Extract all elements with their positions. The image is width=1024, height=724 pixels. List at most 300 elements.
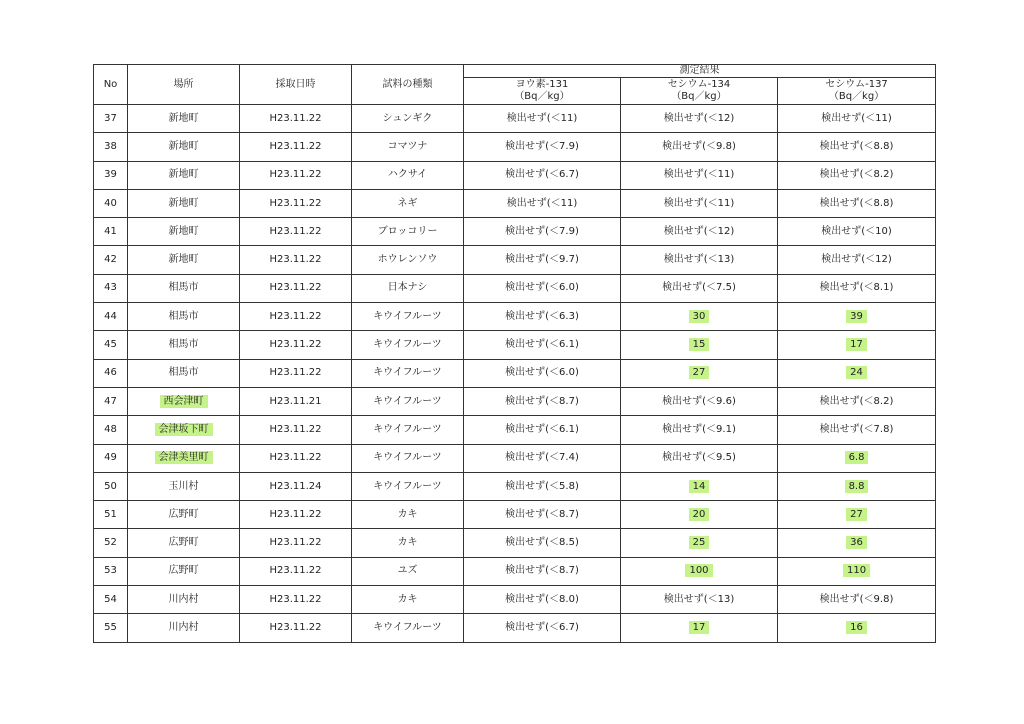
header-cs137-label: セシウム-137 — [825, 79, 888, 90]
row-date: H23.11.22 — [269, 508, 322, 520]
row-i131-cell — [464, 359, 621, 387]
row-date-cell — [240, 331, 352, 359]
row-location-cell — [128, 472, 240, 500]
row-date-cell — [240, 105, 352, 133]
row-cs137: 24 — [846, 366, 867, 379]
row-i131: 検出せず(＜6.0) — [505, 367, 579, 379]
row-cs134-cell — [621, 133, 778, 161]
table-row — [94, 133, 936, 161]
row-cs134-cell — [621, 331, 778, 359]
row-location: 川内村 — [168, 593, 199, 605]
row-i131-cell — [464, 303, 621, 331]
row-cs137-cell — [778, 557, 936, 585]
row-date-cell — [240, 586, 352, 614]
row-location: 相馬市 — [168, 367, 199, 379]
row-date-cell — [240, 557, 352, 585]
row-cs137: 検出せず(＜8.2) — [819, 169, 894, 181]
row-cs134: 検出せず(＜7.5) — [662, 282, 736, 294]
row-cs134-cell — [621, 105, 778, 133]
row-cs137: 27 — [846, 508, 867, 521]
row-cs137-cell — [778, 274, 936, 302]
table-row — [94, 387, 936, 415]
row-cs134-cell — [621, 416, 778, 444]
row-i131: 検出せず(＜6.7) — [505, 169, 579, 181]
row-cs134-cell — [621, 246, 778, 274]
row-no: 44 — [104, 310, 117, 322]
header-cs134 — [621, 78, 778, 105]
row-i131: 検出せず(＜5.8) — [505, 480, 579, 492]
row-location-cell — [128, 105, 240, 133]
row-date-cell — [240, 472, 352, 500]
row-cs134: 検出せず(＜13) — [663, 254, 735, 266]
row-cs134: 20 — [689, 508, 710, 521]
row-date: H23.11.22 — [269, 282, 322, 294]
row-cs134: 検出せず(＜9.6) — [662, 395, 736, 407]
row-sample-cell — [352, 472, 464, 500]
row-no: 38 — [104, 140, 117, 152]
row-no-cell — [94, 586, 128, 614]
row-cs134-cell — [621, 218, 778, 246]
row-no: 50 — [104, 480, 117, 492]
row-cs137: 検出せず(＜11) — [821, 112, 892, 124]
row-sample: キウイフルーツ — [373, 423, 442, 435]
header-i131-unit: （Bq／kg） — [514, 91, 570, 102]
row-date-cell — [240, 387, 352, 415]
row-location-cell — [128, 359, 240, 387]
row-date-cell — [240, 246, 352, 274]
row-i131: 検出せず(＜11) — [506, 112, 578, 124]
row-date: H23.11.22 — [269, 169, 322, 181]
row-cs134: 検出せず(＜9.5) — [662, 452, 736, 464]
row-cs134-cell — [621, 614, 778, 642]
table-row — [94, 331, 936, 359]
row-i131: 検出せず(＜7.4) — [505, 452, 579, 464]
row-sample: シュンギク — [382, 112, 433, 124]
row-sample-cell — [352, 444, 464, 472]
row-date-cell — [240, 359, 352, 387]
row-location-cell — [128, 303, 240, 331]
row-cs137-cell — [778, 586, 936, 614]
row-no-cell — [94, 218, 128, 246]
row-cs137: 110 — [843, 564, 870, 577]
table-row — [94, 444, 936, 472]
row-i131-cell — [464, 246, 621, 274]
row-cs137-cell — [778, 359, 936, 387]
row-no: 46 — [104, 367, 117, 379]
row-no-cell — [94, 246, 128, 274]
row-location-cell — [128, 614, 240, 642]
row-no: 37 — [104, 112, 117, 124]
row-cs134: 検出せず(＜11) — [663, 197, 735, 209]
row-location: 新地町 — [168, 112, 199, 124]
row-cs137-cell — [778, 529, 936, 557]
row-date-cell — [240, 218, 352, 246]
row-sample: キウイフルーツ — [373, 621, 442, 633]
row-sample-cell — [352, 387, 464, 415]
row-no: 39 — [104, 169, 117, 181]
table-row — [94, 161, 936, 189]
table-row — [94, 501, 936, 529]
row-cs134-cell — [621, 557, 778, 585]
row-i131: 検出せず(＜8.0) — [505, 593, 579, 605]
row-sample-cell — [352, 161, 464, 189]
row-i131-cell — [464, 472, 621, 500]
row-i131: 検出せず(＜6.1) — [505, 423, 579, 435]
row-cs137: 17 — [846, 338, 867, 351]
row-location-cell — [128, 218, 240, 246]
row-cs137-cell — [778, 501, 936, 529]
table-row — [94, 529, 936, 557]
row-cs134-cell — [621, 274, 778, 302]
row-date: H23.11.22 — [269, 537, 322, 549]
row-date: H23.11.22 — [269, 593, 322, 605]
row-no-cell — [94, 472, 128, 500]
row-cs137-cell — [778, 303, 936, 331]
row-cs134: 25 — [689, 536, 710, 549]
row-no: 45 — [104, 339, 117, 351]
row-location: 相馬市 — [168, 310, 199, 322]
row-no: 41 — [104, 225, 117, 237]
row-date: H23.11.22 — [269, 140, 322, 152]
row-cs134-cell — [621, 359, 778, 387]
table-row — [94, 105, 936, 133]
row-i131-cell — [464, 189, 621, 217]
row-cs134-cell — [621, 161, 778, 189]
row-date-cell — [240, 189, 352, 217]
table-row — [94, 274, 936, 302]
row-cs134-cell — [621, 586, 778, 614]
row-cs137-cell — [778, 189, 936, 217]
row-sample: ユズ — [397, 565, 418, 577]
row-location-cell — [128, 161, 240, 189]
row-location-cell — [128, 416, 240, 444]
row-date: H23.11.21 — [269, 395, 322, 407]
row-date: H23.11.22 — [269, 452, 322, 464]
row-cs137-cell — [778, 133, 936, 161]
row-no: 42 — [104, 254, 117, 266]
row-cs137: 検出せず(＜8.2) — [819, 395, 894, 407]
row-sample: コマツナ — [387, 140, 428, 152]
row-cs137-cell — [778, 105, 936, 133]
row-cs134-cell — [621, 501, 778, 529]
row-sample: キウイフルーツ — [373, 367, 442, 379]
row-sample-cell — [352, 529, 464, 557]
row-no: 49 — [104, 452, 117, 464]
row-location: 新地町 — [168, 225, 199, 237]
row-cs134-cell — [621, 472, 778, 500]
row-no-cell — [94, 501, 128, 529]
row-location: 会津坂下町 — [155, 423, 213, 436]
row-cs137: 8.8 — [845, 480, 869, 493]
row-date: H23.11.22 — [269, 621, 322, 633]
row-date: H23.11.22 — [269, 339, 322, 351]
row-i131-cell — [464, 274, 621, 302]
row-location: 西会津町 — [160, 395, 208, 408]
row-i131-cell — [464, 387, 621, 415]
row-location: 広野町 — [168, 508, 199, 520]
row-no-cell — [94, 105, 128, 133]
row-sample: キウイフルーツ — [373, 395, 442, 407]
row-cs137: 6.8 — [845, 451, 869, 464]
row-i131-cell — [464, 105, 621, 133]
row-cs134-cell — [621, 444, 778, 472]
row-no-cell — [94, 274, 128, 302]
row-location-cell — [128, 444, 240, 472]
row-i131-cell — [464, 586, 621, 614]
row-cs137-cell — [778, 246, 936, 274]
row-cs137: 検出せず(＜8.8) — [819, 197, 894, 209]
row-cs134: 検出せず(＜13) — [663, 593, 735, 605]
header-sample: 試料の種類 — [352, 65, 464, 105]
row-location: 広野町 — [168, 565, 199, 577]
row-cs137-cell — [778, 387, 936, 415]
row-no-cell — [94, 189, 128, 217]
header-results: 測定結果 — [464, 65, 936, 78]
row-i131-cell — [464, 557, 621, 585]
row-date: H23.11.22 — [269, 197, 322, 209]
row-cs137-cell — [778, 161, 936, 189]
row-no: 51 — [104, 508, 117, 520]
row-i131-cell — [464, 218, 621, 246]
row-date: H23.11.22 — [269, 254, 322, 266]
row-i131: 検出せず(＜8.7) — [505, 508, 579, 520]
row-i131: 検出せず(＜8.7) — [505, 565, 579, 577]
row-sample-cell — [352, 303, 464, 331]
header-location: 場所 — [128, 65, 240, 105]
measurement-table — [93, 64, 936, 643]
row-location-cell — [128, 529, 240, 557]
row-i131: 検出せず(＜6.1) — [505, 339, 579, 351]
row-date: H23.11.22 — [269, 565, 322, 577]
table-row — [94, 416, 936, 444]
row-sample: キウイフルーツ — [373, 339, 442, 351]
row-no: 54 — [104, 593, 117, 605]
row-cs137: 検出せず(＜10) — [821, 225, 892, 237]
row-i131: 検出せず(＜8.7) — [505, 395, 579, 407]
table-row — [94, 189, 936, 217]
row-cs134: 27 — [689, 366, 710, 379]
row-i131: 検出せず(＜7.9) — [505, 140, 579, 152]
row-cs134-cell — [621, 387, 778, 415]
row-location-cell — [128, 586, 240, 614]
row-date-cell — [240, 444, 352, 472]
row-location-cell — [128, 557, 240, 585]
header-cs137 — [778, 78, 936, 105]
row-location-cell — [128, 133, 240, 161]
header-i131-label: ヨウ素-131 — [515, 79, 569, 90]
row-no: 55 — [104, 621, 117, 633]
row-cs134-cell — [621, 303, 778, 331]
row-sample: 日本ナシ — [387, 282, 428, 294]
row-sample: ブロッコリー — [377, 225, 438, 237]
row-location-cell — [128, 387, 240, 415]
table-row — [94, 303, 936, 331]
row-sample-cell — [352, 274, 464, 302]
row-no-cell — [94, 133, 128, 161]
row-no-cell — [94, 303, 128, 331]
header-date: 採取日時 — [240, 65, 352, 105]
row-sample: カキ — [397, 537, 418, 549]
row-location: 新地町 — [168, 169, 199, 181]
row-sample-cell — [352, 501, 464, 529]
row-date: H23.11.22 — [269, 225, 322, 237]
row-sample-cell — [352, 586, 464, 614]
row-sample: キウイフルーツ — [373, 480, 442, 492]
row-sample-cell — [352, 359, 464, 387]
row-date-cell — [240, 161, 352, 189]
row-i131-cell — [464, 133, 621, 161]
row-no-cell — [94, 444, 128, 472]
table-row — [94, 557, 936, 585]
row-cs134-cell — [621, 529, 778, 557]
row-cs137-cell — [778, 444, 936, 472]
row-no-cell — [94, 161, 128, 189]
row-i131-cell — [464, 161, 621, 189]
row-no: 47 — [104, 395, 117, 407]
table-row — [94, 614, 936, 642]
row-location: 相馬市 — [168, 339, 199, 351]
row-cs134: 17 — [689, 621, 710, 634]
row-cs137-cell — [778, 218, 936, 246]
row-location: 新地町 — [168, 197, 199, 209]
row-sample-cell — [352, 133, 464, 161]
table-row — [94, 246, 936, 274]
row-sample: ネギ — [397, 197, 418, 209]
row-no-cell — [94, 529, 128, 557]
row-cs134-cell — [621, 189, 778, 217]
row-no-cell — [94, 557, 128, 585]
row-no: 53 — [104, 565, 117, 577]
row-cs134: 15 — [689, 338, 710, 351]
row-sample-cell — [352, 416, 464, 444]
row-date-cell — [240, 529, 352, 557]
row-cs137-cell — [778, 331, 936, 359]
row-cs137: 検出せず(＜12) — [821, 254, 892, 266]
row-date-cell — [240, 303, 352, 331]
row-location: 相馬市 — [168, 282, 199, 294]
row-no: 40 — [104, 197, 117, 209]
row-date-cell — [240, 274, 352, 302]
row-cs134: 検出せず(＜12) — [663, 112, 735, 124]
row-date-cell — [240, 416, 352, 444]
row-location: 川内村 — [168, 621, 199, 633]
row-no: 48 — [104, 423, 117, 435]
row-date-cell — [240, 133, 352, 161]
row-sample: ハクサイ — [387, 169, 428, 181]
row-location-cell — [128, 246, 240, 274]
row-no-cell — [94, 387, 128, 415]
row-i131-cell — [464, 444, 621, 472]
row-location-cell — [128, 501, 240, 529]
table-row — [94, 218, 936, 246]
row-location-cell — [128, 274, 240, 302]
row-sample: ホウレンソウ — [377, 254, 438, 266]
row-location: 新地町 — [168, 140, 199, 152]
row-i131-cell — [464, 614, 621, 642]
row-cs134: 14 — [689, 480, 710, 493]
row-cs137: 39 — [846, 310, 867, 323]
row-date: H23.11.24 — [269, 480, 322, 492]
row-no-cell — [94, 359, 128, 387]
row-no: 52 — [104, 537, 117, 549]
row-cs134: 30 — [689, 310, 710, 323]
row-i131: 検出せず(＜6.0) — [505, 282, 579, 294]
row-cs137: 36 — [846, 536, 867, 549]
row-i131-cell — [464, 416, 621, 444]
row-cs137-cell — [778, 614, 936, 642]
row-date: H23.11.22 — [269, 310, 322, 322]
header-i131 — [464, 78, 621, 105]
row-sample: カキ — [397, 508, 418, 520]
row-sample-cell — [352, 331, 464, 359]
row-i131: 検出せず(＜9.7) — [505, 254, 579, 266]
row-i131: 検出せず(＜7.9) — [505, 225, 579, 237]
row-cs137-cell — [778, 472, 936, 500]
row-date: H23.11.22 — [269, 112, 322, 124]
row-date-cell — [240, 501, 352, 529]
row-no-cell — [94, 416, 128, 444]
row-location: 広野町 — [168, 537, 199, 549]
row-sample-cell — [352, 246, 464, 274]
row-no-cell — [94, 331, 128, 359]
row-i131-cell — [464, 501, 621, 529]
row-i131-cell — [464, 331, 621, 359]
row-sample: キウイフルーツ — [373, 310, 442, 322]
row-i131: 検出せず(＜11) — [506, 197, 578, 209]
row-location: 会津美里町 — [155, 451, 213, 464]
row-cs134: 検出せず(＜9.8) — [662, 140, 736, 152]
row-cs137: 検出せず(＜7.8) — [819, 423, 894, 435]
row-location: 玉川村 — [168, 480, 199, 492]
table-row — [94, 359, 936, 387]
row-cs134: 検出せず(＜9.1) — [662, 423, 736, 435]
row-sample-cell — [352, 218, 464, 246]
row-i131-cell — [464, 529, 621, 557]
row-location: 新地町 — [168, 254, 199, 266]
header-cs134-label: セシウム-134 — [667, 79, 731, 90]
row-date: H23.11.22 — [269, 423, 322, 435]
table-row — [94, 586, 936, 614]
table-row — [94, 472, 936, 500]
row-location-cell — [128, 331, 240, 359]
row-cs134: 検出せず(＜11) — [663, 169, 735, 181]
row-cs137: 検出せず(＜8.1) — [819, 282, 894, 294]
row-cs134: 100 — [685, 564, 712, 577]
row-date-cell — [240, 614, 352, 642]
row-cs137-cell — [778, 416, 936, 444]
row-i131: 検出せず(＜8.5) — [505, 537, 579, 549]
row-sample-cell — [352, 614, 464, 642]
row-cs137: 検出せず(＜8.8) — [819, 140, 894, 152]
row-cs137: 検出せず(＜9.8) — [819, 593, 894, 605]
row-no-cell — [94, 614, 128, 642]
row-sample-cell — [352, 105, 464, 133]
row-sample-cell — [352, 189, 464, 217]
row-location-cell — [128, 189, 240, 217]
header-no: No — [94, 65, 128, 105]
row-date: H23.11.22 — [269, 367, 322, 379]
row-cs134: 検出せず(＜12) — [663, 225, 735, 237]
row-no: 43 — [104, 282, 117, 294]
row-cs137: 16 — [846, 621, 867, 634]
row-sample: カキ — [397, 593, 418, 605]
row-i131: 検出せず(＜6.7) — [505, 621, 579, 633]
row-sample: キウイフルーツ — [373, 452, 442, 464]
table-body — [94, 105, 936, 643]
header-cs134-unit: （Bq／kg） — [671, 91, 727, 102]
row-i131: 検出せず(＜6.3) — [505, 310, 579, 322]
row-sample-cell — [352, 557, 464, 585]
